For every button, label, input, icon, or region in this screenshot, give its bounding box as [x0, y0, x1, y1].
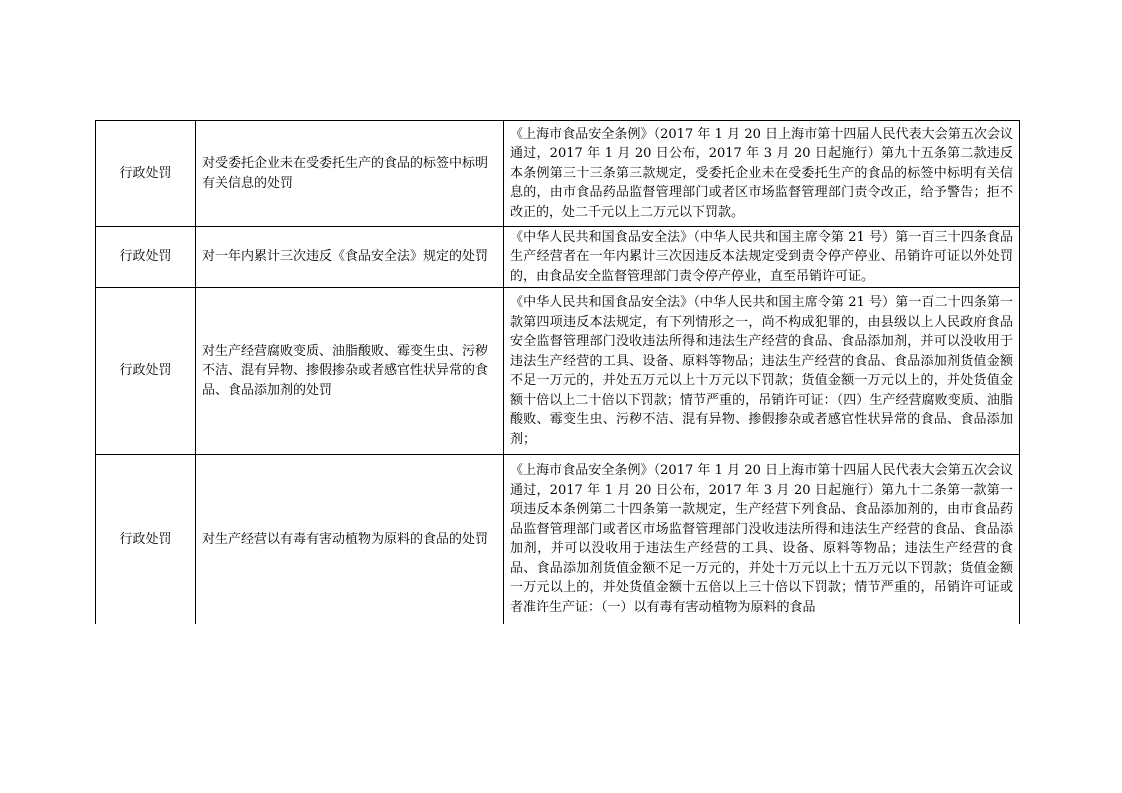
legal-basis-cell: 《中华人民共和国食品安全法》（中华人民共和国主席令第 21 号）第一百二十四条第一款第四项违反本法规定，有下列情形之一，尚不构成犯罪的，由县级以上人民政府食品安全监督管理部门没收违法所得和违法生产经营的食品、食品添加剂，并可以没收用于违法生产经营的工具、设备、原料等物品；违法生产经营的食品、食品添加剂货值金额不足一万元的，并处五万元以上十万元以下罚款；货值金额一万元以上的，并处货值金额十倍以上二十倍以下罚款；情节严重的，吊销许可证：（四）生产经营腐败变质、油脂酸败、霉变生虫、污秽不洁、混有异物、掺假掺杂或者感官性状异常的食品、食品添加剂； — [504, 288, 1020, 455]
penalty-type-cell: 行政处罚 — [96, 455, 196, 624]
penalty-item-cell: 对受委托企业未在受委托生产的食品的标签中标明有关信息的处罚 — [196, 121, 504, 227]
penalty-item-cell: 对生产经营以有毒有害动植物为原料的食品的处罚 — [196, 455, 504, 624]
legal-basis-cell: 《上海市食品安全条例》（2017 年 1 月 20 日上海市第十四届人民代表大会第五次会议通过，2017 年 1 月 20 日公布，2017 年 3 月 20 日起施行）第九十二条第一款第一项违反本条例第二十四条第一款规定，生产经营下列食品、食品添加剂的，由市食品药品监督管理部门或者区市场监督管理部门没收违法所得和违法生产经营的食品、食品添加剂，并可以没收用于违法生产经营的工具、设备、原料等物品；违法生产经营的食品、食品添加剂货值金额不足一万元的，并处十万元以上十五万元以下罚款；货值金额一万元以上的，并处货值金额十五倍以上三十倍以下罚款；情节严重的，吊销许可证或者准许生产证：（一）以有毒有害动植物为原料的食品 — [504, 455, 1020, 624]
table-row — [96, 455, 1020, 624]
table-row — [96, 121, 1020, 227]
table-row — [96, 227, 1020, 288]
penalty-table — [95, 120, 1020, 624]
penalty-type-cell: 行政处罚 — [96, 288, 196, 455]
legal-basis-cell: 《中华人民共和国食品安全法》（中华人民共和国主席令第 21 号）第一百三十四条食品生产经营者在一年内累计三次因违反本法规定受到责令停产停业、吊销许可证以外处罚的，由食品安全监督管理部门责令停产停业，直至吊销许可证。 — [504, 227, 1020, 288]
legal-basis-cell: 《上海市食品安全条例》（2017 年 1 月 20 日上海市第十四届人民代表大会第五次会议通过，2017 年 1 月 20 日公布，2017 年 3 月 20 日起施行）第九十五条第二款违反本条例第三十三条第三款规定，受委托企业未在受委托生产的食品的标签中标明有关信息的，由市食品药品监督管理部门或者区市场监督管理部门责令改正，给予警告；拒不改正的，处二千元以上二万元以下罚款。 — [504, 121, 1020, 227]
penalty-type-cell: 行政处罚 — [96, 121, 196, 227]
table-row — [96, 288, 1020, 455]
penalty-item-cell: 对一年内累计三次违反《食品安全法》规定的处罚 — [196, 227, 504, 288]
penalty-item-cell: 对生产经营腐败变质、油脂酸败、霉变生虫、污秽不洁、混有异物、掺假掺杂或者感官性状异常的食品、食品添加剂的处罚 — [196, 288, 504, 455]
penalty-type-cell: 行政处罚 — [96, 227, 196, 288]
